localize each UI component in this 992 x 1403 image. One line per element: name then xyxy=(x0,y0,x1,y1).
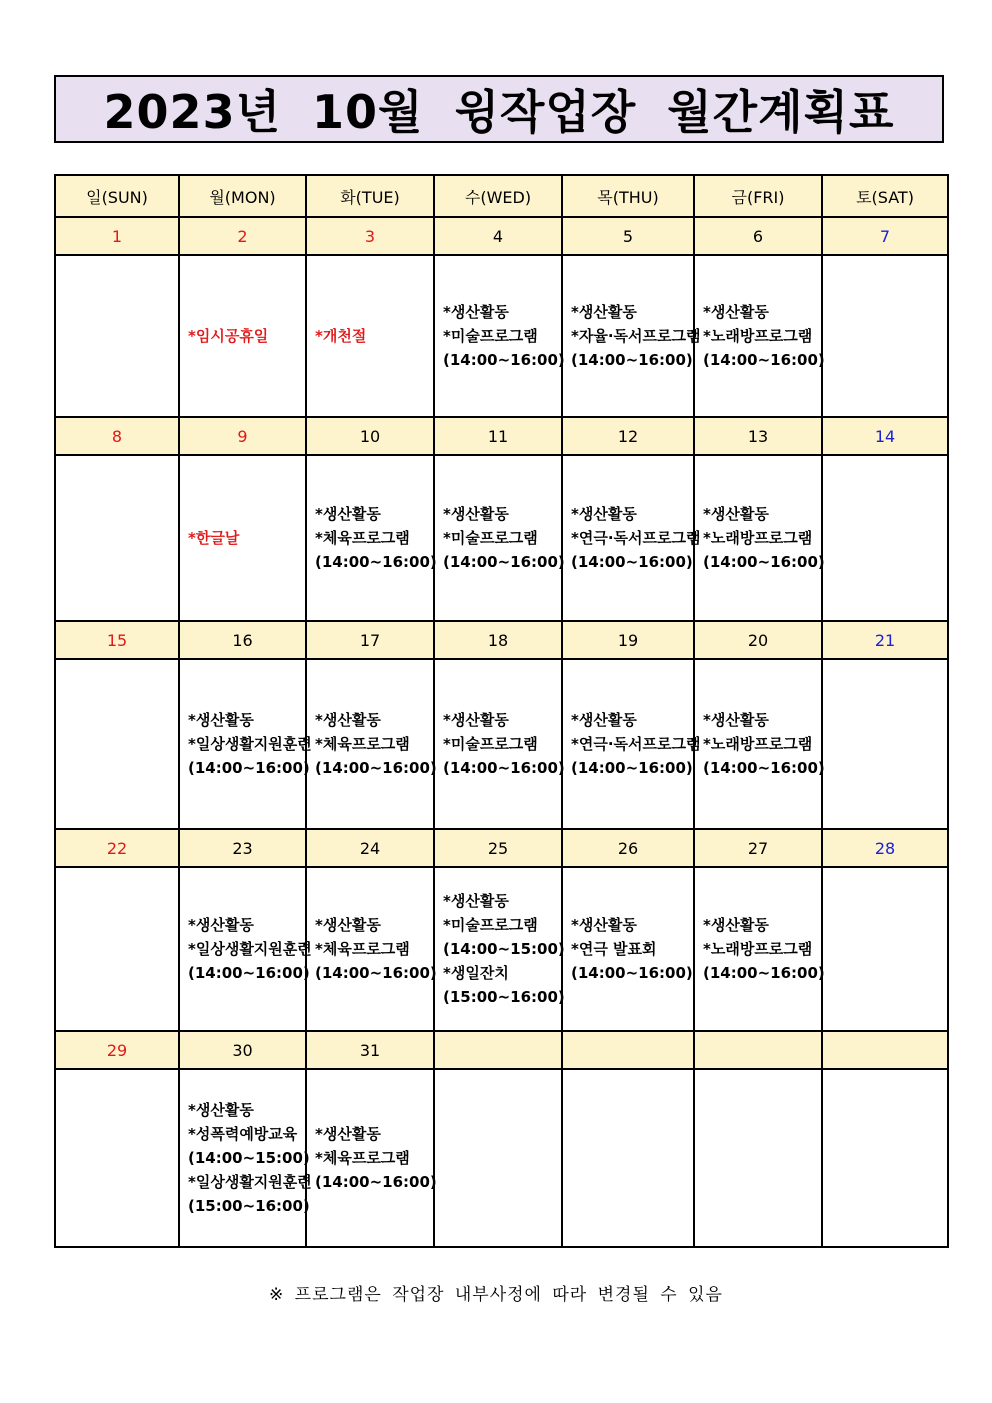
event-line: *생산활동 xyxy=(443,892,509,910)
date-number: 8 xyxy=(55,417,179,455)
day-cell xyxy=(55,255,179,417)
event-line: *미술프로그램 xyxy=(443,327,538,345)
event-line: (14:00~16:00) xyxy=(443,553,565,571)
date-number: 2 xyxy=(179,217,306,255)
event-line: (14:00~16:00) xyxy=(315,964,437,982)
date-row xyxy=(55,621,948,659)
event-line: (14:00~16:00) xyxy=(315,759,437,777)
event-line: *생산활동 xyxy=(443,711,509,729)
day-cell xyxy=(55,455,179,621)
event-line: *생일잔치 xyxy=(443,964,509,982)
date-number: 4 xyxy=(434,217,562,255)
event-line: *개천절 xyxy=(315,327,367,345)
day-cell xyxy=(562,1069,694,1247)
date-number xyxy=(562,1031,694,1069)
date-number: 26 xyxy=(562,829,694,867)
event-line: (14:00~16:00) xyxy=(571,759,693,777)
date-number: 18 xyxy=(434,621,562,659)
date-number: 15 xyxy=(55,621,179,659)
day-cell xyxy=(179,659,312,829)
event-line: *생산활동 xyxy=(571,505,637,523)
date-row xyxy=(55,829,948,867)
events-row xyxy=(55,255,948,417)
date-number: 1 xyxy=(55,217,179,255)
event-line: (14:00~16:00) xyxy=(443,759,565,777)
day-cell xyxy=(694,659,825,829)
event-line: *체육프로그램 xyxy=(315,735,410,753)
event-line: (14:00~16:00) xyxy=(571,351,693,369)
event-line: (14:00~16:00) xyxy=(703,964,825,982)
day-cell xyxy=(179,255,306,417)
event-line: *노래방프로그램 xyxy=(703,940,813,958)
event-line: *생산활동 xyxy=(315,916,381,934)
day-cell xyxy=(562,255,701,417)
event-line: *미술프로그램 xyxy=(443,735,538,753)
event-line: *미술프로그램 xyxy=(443,529,538,547)
event-line: *연극·독서프로그램 xyxy=(571,529,701,547)
date-number: 14 xyxy=(822,417,948,455)
day-cell xyxy=(562,867,694,1031)
event-line: (15:00~16:00) xyxy=(188,1197,310,1215)
day-cell xyxy=(822,255,948,417)
day-cell xyxy=(694,255,825,417)
date-number: 13 xyxy=(694,417,822,455)
date-number: 20 xyxy=(694,621,822,659)
event-line: *생산활동 xyxy=(188,916,254,934)
day-cell xyxy=(562,455,701,621)
weekday-tue: 화(TUE) xyxy=(306,175,434,217)
date-number xyxy=(434,1031,562,1069)
event-line: *생산활동 xyxy=(703,711,769,729)
day-cell xyxy=(179,455,306,621)
day-cell xyxy=(434,659,565,829)
day-cell xyxy=(434,455,565,621)
day-cell xyxy=(179,1069,312,1247)
event-line: *생산활동 xyxy=(315,505,381,523)
day-cell xyxy=(694,455,825,621)
monthly-calendar xyxy=(54,174,949,1248)
weekday-header-row xyxy=(55,175,948,217)
event-line: *일상생활지원훈련 xyxy=(188,940,312,958)
date-row xyxy=(55,217,948,255)
event-line: *생산활동 xyxy=(703,303,769,321)
event-line: *생산활동 xyxy=(315,711,381,729)
date-row xyxy=(55,1031,948,1069)
date-number: 17 xyxy=(306,621,434,659)
date-number xyxy=(694,1031,822,1069)
event-line: *생산활동 xyxy=(188,1101,254,1119)
event-line: *생산활동 xyxy=(315,1125,381,1143)
event-line: *생산활동 xyxy=(571,711,637,729)
weekday-thu: 목(THU) xyxy=(562,175,694,217)
event-line: (14:00~16:00) xyxy=(188,964,310,982)
date-number: 29 xyxy=(55,1031,179,1069)
event-line: *노래방프로그램 xyxy=(703,327,813,345)
date-number: 23 xyxy=(179,829,306,867)
date-number: 19 xyxy=(562,621,694,659)
day-cell xyxy=(434,255,565,417)
weekday-wed: 수(WED) xyxy=(434,175,562,217)
event-line: (14:00~16:00) xyxy=(315,553,437,571)
schedule-change-note: ※ 프로그램은 작업장 내부사정에 따라 변경될 수 있음 xyxy=(269,1285,723,1305)
date-number: 5 xyxy=(562,217,694,255)
event-line: (14:00~15:00) xyxy=(443,940,565,958)
day-cell xyxy=(694,1069,822,1247)
date-number xyxy=(822,1031,948,1069)
day-cell xyxy=(434,1069,562,1247)
date-number: 3 xyxy=(306,217,434,255)
day-cell xyxy=(822,867,948,1031)
event-line: (14:00~16:00) xyxy=(703,553,825,571)
date-row xyxy=(55,417,948,455)
date-number: 21 xyxy=(822,621,948,659)
date-number: 22 xyxy=(55,829,179,867)
date-number: 12 xyxy=(562,417,694,455)
weekday-sat: 토(SAT) xyxy=(822,175,948,217)
event-line: (14:00~16:00) xyxy=(571,964,693,982)
event-line: *생산활동 xyxy=(443,505,509,523)
date-number: 10 xyxy=(306,417,434,455)
weekday-mon: 월(MON) xyxy=(179,175,306,217)
event-line: (14:00~16:00) xyxy=(703,351,825,369)
date-number: 6 xyxy=(694,217,822,255)
date-number: 9 xyxy=(179,417,306,455)
events-row xyxy=(55,455,948,621)
day-cell xyxy=(434,867,565,1031)
date-number: 30 xyxy=(179,1031,306,1069)
day-cell xyxy=(55,1069,179,1247)
day-cell xyxy=(179,867,312,1031)
event-line: *생산활동 xyxy=(571,303,637,321)
weekday-fri: 금(FRI) xyxy=(694,175,822,217)
event-line: (14:00~16:00) xyxy=(571,553,693,571)
event-line: *생산활동 xyxy=(571,916,637,934)
event-line: *체육프로그램 xyxy=(315,1149,410,1167)
event-line: *생산활동 xyxy=(703,916,769,934)
event-line: (14:00~16:00) xyxy=(443,351,565,369)
event-line: *노래방프로그램 xyxy=(703,529,813,547)
day-cell xyxy=(562,659,701,829)
day-cell xyxy=(306,255,434,417)
date-number: 31 xyxy=(306,1031,434,1069)
day-cell xyxy=(55,659,179,829)
day-cell xyxy=(822,659,948,829)
events-row xyxy=(55,1069,948,1247)
event-line: *자율·독서프로그램 xyxy=(571,327,701,345)
event-line: (14:00~16:00) xyxy=(188,759,310,777)
date-number: 7 xyxy=(822,217,948,255)
day-cell xyxy=(306,1069,437,1247)
day-cell xyxy=(822,1069,948,1247)
events-row xyxy=(55,659,948,829)
date-number: 11 xyxy=(434,417,562,455)
day-cell xyxy=(694,867,825,1031)
event-line: *생산활동 xyxy=(443,303,509,321)
event-line: *일상생활지원훈련 xyxy=(188,735,312,753)
event-line: (14:00~16:00) xyxy=(315,1173,437,1191)
event-line: (15:00~16:00) xyxy=(443,988,565,1006)
event-line: *미술프로그램 xyxy=(443,916,538,934)
event-line: *생산활동 xyxy=(188,711,254,729)
day-cell xyxy=(306,867,437,1031)
event-line: *임시공휴일 xyxy=(188,327,269,345)
event-line: *생산활동 xyxy=(703,505,769,523)
day-cell xyxy=(55,867,179,1031)
day-cell xyxy=(822,455,948,621)
events-row xyxy=(55,867,948,1031)
date-number: 27 xyxy=(694,829,822,867)
event-line: *한글날 xyxy=(188,529,240,547)
event-line: (14:00~16:00) xyxy=(703,759,825,777)
date-number: 25 xyxy=(434,829,562,867)
event-line: *체육프로그램 xyxy=(315,529,410,547)
event-line: (14:00~15:00) xyxy=(188,1149,310,1167)
title-banner xyxy=(54,75,944,143)
day-cell xyxy=(306,659,437,829)
event-line: *연극·독서프로그램 xyxy=(571,735,701,753)
event-line: *노래방프로그램 xyxy=(703,735,813,753)
date-number: 16 xyxy=(179,621,306,659)
event-line: *체육프로그램 xyxy=(315,940,410,958)
event-line: *성폭력예방교육 xyxy=(188,1125,298,1143)
event-line: *일상생활지원훈련 xyxy=(188,1173,312,1191)
day-cell xyxy=(306,455,437,621)
date-number: 28 xyxy=(822,829,948,867)
page-title: 2023년 10월 윙작업장 월간계획표 xyxy=(103,85,895,139)
event-line: *연극 발표회 xyxy=(571,940,657,958)
date-number: 24 xyxy=(306,829,434,867)
weekday-sun: 일(SUN) xyxy=(55,175,179,217)
